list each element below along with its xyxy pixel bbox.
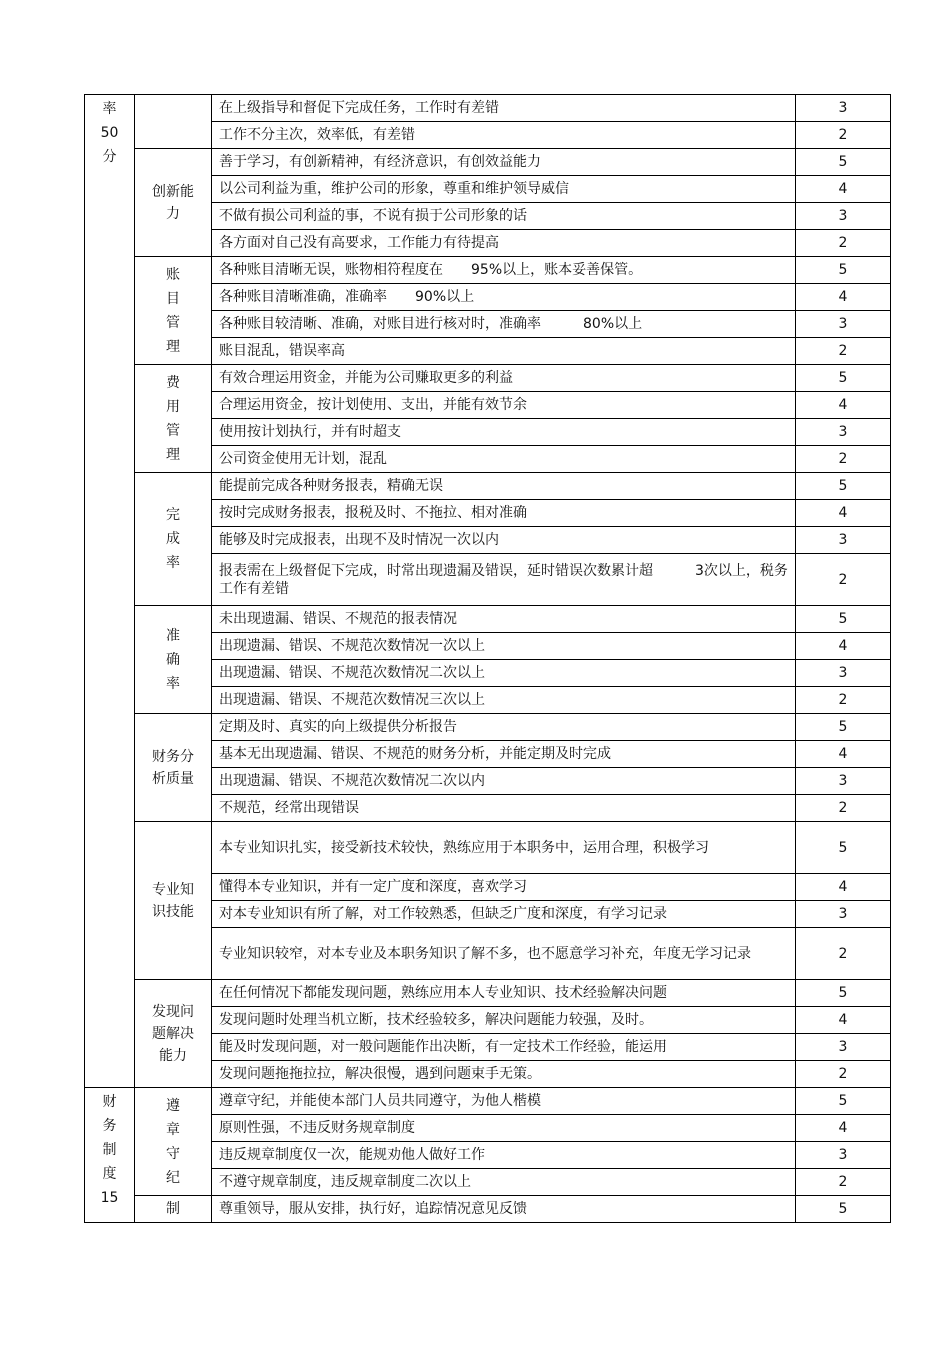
subcategory-label-line: 制 <box>166 1201 180 1217</box>
table-row <box>85 149 891 176</box>
category-cell <box>85 1088 135 1223</box>
subcategory-cell <box>135 95 212 149</box>
criteria-description: 在上级指导和督促下完成任务，工作时有差错 <box>212 95 796 122</box>
criteria-description: 违反规章制度仅一次，能规劝他人做好工作 <box>212 1142 796 1169</box>
criteria-description: 善于学习，有创新精神，有经济意识，有创效益能力 <box>212 149 796 176</box>
criteria-description: 发现问题时处理当机立断，技术经验较多，解决问题能力较强，及时。 <box>212 1007 796 1034</box>
subcategory-label-line: 成 <box>166 531 180 547</box>
score-value: 3 <box>796 203 891 230</box>
criteria-description: 懂得本专业知识，并有一定广度和深度，喜欢学习 <box>212 874 796 901</box>
score-value: 3 <box>796 527 891 554</box>
criteria-description: 发现问题拖拖拉拉，解决很慢，遇到问题束手无策。 <box>212 1061 796 1088</box>
score-value: 4 <box>796 500 891 527</box>
category-label-line: 制 <box>102 1142 117 1158</box>
subcategory-label-line: 理 <box>166 338 180 355</box>
criteria-description: 各种账目清晰准确，准确率 90%以上 <box>212 284 796 311</box>
score-value: 5 <box>796 1196 891 1223</box>
score-value: 2 <box>796 1061 891 1088</box>
criteria-description: 出现遗漏、错误、不规范次数情况二次以内 <box>212 768 796 795</box>
category-label-line: 财 <box>102 1094 117 1110</box>
table-row <box>85 1088 891 1115</box>
subcategory-label-line: 能力 <box>159 1047 187 1064</box>
subcategory-label-line: 析质量 <box>152 770 194 787</box>
criteria-description: 专业知识较窄，对本专业及本职务知识了解不多，也不愿意学习补充，年度无学习记录 <box>212 928 796 980</box>
score-value: 2 <box>796 687 891 714</box>
score-value: 5 <box>796 606 891 633</box>
score-value: 5 <box>796 980 891 1007</box>
criteria-description: 使用按计划执行，并有时超支 <box>212 419 796 446</box>
subcategory-label-line: 账 <box>166 266 180 283</box>
criteria-description: 各方面对自己没有高要求，工作能力有待提高 <box>212 230 796 257</box>
criteria-description: 对本专业知识有所了解，对工作较熟悉，但缺乏广度和深度，有学习记录 <box>212 901 796 928</box>
subcategory-cell <box>135 714 212 822</box>
score-value: 2 <box>796 554 891 606</box>
criteria-description: 出现遗漏、错误、不规范次数情况一次以上 <box>212 633 796 660</box>
criteria-description: 按时完成财务报表，报税及时、不拖拉、相对准确 <box>212 500 796 527</box>
subcategory-cell <box>135 980 212 1088</box>
subcategory-label-line: 发现问 <box>152 1003 194 1020</box>
score-value: 3 <box>796 901 891 928</box>
table-row <box>85 714 891 741</box>
criteria-description: 能够及时完成报表，出现不及时情况一次以内 <box>212 527 796 554</box>
criteria-description: 原则性强，不违反财务规章制度 <box>212 1115 796 1142</box>
table-row <box>85 257 891 284</box>
criteria-description: 不遵守规章制度，违反规章制度二次以上 <box>212 1169 796 1196</box>
criteria-description: 合理运用资金，按计划使用、支出，并能有效节余 <box>212 392 796 419</box>
evaluation-sheet <box>84 94 890 1223</box>
category-label-line: 度 <box>102 1166 117 1182</box>
criteria-description: 各种账目较清晰、准确，对账目进行核对时，准确率 80%以上 <box>212 311 796 338</box>
subcategory-cell <box>135 473 212 606</box>
table-row <box>85 606 891 633</box>
score-value: 2 <box>796 795 891 822</box>
subcategory-cell <box>135 1088 212 1196</box>
score-value: 4 <box>796 284 891 311</box>
subcategory-label-line: 纪 <box>166 1169 180 1186</box>
subcategory-cell <box>135 822 212 980</box>
score-value: 2 <box>796 122 891 149</box>
subcategory-label-line: 财务分 <box>152 748 194 765</box>
subcategory-label-line: 完 <box>166 507 180 523</box>
criteria-description: 以公司利益为重，维护公司的形象，尊重和维护领导威信 <box>212 176 796 203</box>
criteria-description: 能及时发现问题，对一般问题能作出决断，有一定技术工作经验，能运用 <box>212 1034 796 1061</box>
subcategory-label-line: 识技能 <box>152 903 194 920</box>
criteria-description: 定期及时、真实的向上级提供分析报告 <box>212 714 796 741</box>
criteria-description: 在任何情况下都能发现问题，熟练应用本人专业知识、技术经验解决问题 <box>212 980 796 1007</box>
subcategory-cell <box>135 257 212 365</box>
table-row <box>85 980 891 1007</box>
criteria-description: 尊重领导，服从安排，执行好，追踪情况意见反馈 <box>212 1196 796 1223</box>
category-cell <box>85 95 135 1088</box>
subcategory-label-line: 费 <box>166 374 180 391</box>
score-value: 2 <box>796 446 891 473</box>
subcategory-cell <box>135 1196 212 1223</box>
criteria-description: 公司资金使用无计划，混乱 <box>212 446 796 473</box>
score-value: 4 <box>796 633 891 660</box>
score-value: 3 <box>796 419 891 446</box>
criteria-description: 基本无出现遗漏、错误、不规范的财务分析，并能定期及时完成 <box>212 741 796 768</box>
score-value: 5 <box>796 822 891 874</box>
score-value: 2 <box>796 1169 891 1196</box>
subcategory-label-line: 专业知 <box>152 881 194 898</box>
score-value: 5 <box>796 149 891 176</box>
score-value: 5 <box>796 1088 891 1115</box>
criteria-description: 不做有损公司利益的事，不说有损于公司形象的话 <box>212 203 796 230</box>
score-value: 4 <box>796 176 891 203</box>
criteria-description: 不规范，经常出现错误 <box>212 795 796 822</box>
score-value: 5 <box>796 714 891 741</box>
criteria-description: 本专业知识扎实，接受新技术较快，熟练应用于本职务中，运用合理，积极学习 <box>212 822 796 874</box>
subcategory-label-line: 遵 <box>166 1097 180 1114</box>
score-value: 3 <box>796 95 891 122</box>
subcategory-label-line: 章 <box>166 1121 180 1138</box>
score-value: 2 <box>796 928 891 980</box>
subcategory-label-line: 题解决 <box>152 1025 194 1042</box>
criteria-description: 出现遗漏、错误、不规范次数情况二次以上 <box>212 660 796 687</box>
score-value: 4 <box>796 874 891 901</box>
subcategory-label-line: 准 <box>166 627 180 644</box>
subcategory-label-line: 用 <box>166 398 180 415</box>
subcategory-label-line: 管 <box>166 314 180 331</box>
score-value: 3 <box>796 1034 891 1061</box>
subcategory-label-line: 力 <box>166 205 180 222</box>
score-value: 3 <box>796 768 891 795</box>
score-value: 3 <box>796 311 891 338</box>
criteria-description: 未出现遗漏、错误、不规范的报表情况 <box>212 606 796 633</box>
table-row <box>85 1196 891 1223</box>
evaluation-table-body <box>85 95 891 1223</box>
score-value: 5 <box>796 257 891 284</box>
subcategory-label-line: 守 <box>166 1145 180 1162</box>
score-value: 2 <box>796 230 891 257</box>
score-value: 4 <box>796 1115 891 1142</box>
category-label-line: 率 <box>102 101 117 117</box>
criteria-description: 遵章守纪，并能使本部门人员共同遵守，为他人楷模 <box>212 1088 796 1115</box>
score-value: 5 <box>796 365 891 392</box>
subcategory-label-line: 率 <box>166 555 180 571</box>
score-value: 4 <box>796 392 891 419</box>
category-label-line: 15 <box>100 1190 119 1206</box>
subcategory-label-line: 率 <box>166 675 180 692</box>
criteria-description: 报表需在上级督促下完成，时常出现遗漏及错误，延时错误次数累计超 3次以上，税务工作有差错 <box>212 554 796 606</box>
subcategory-cell <box>135 606 212 714</box>
evaluation-table <box>84 94 891 1223</box>
score-value: 5 <box>796 473 891 500</box>
criteria-description: 工作不分主次，效率低，有差错 <box>212 122 796 149</box>
subcategory-label-line: 创新能 <box>152 183 194 200</box>
subcategory-label-line: 目 <box>166 290 180 307</box>
score-value: 2 <box>796 338 891 365</box>
table-row <box>85 473 891 500</box>
score-value: 3 <box>796 660 891 687</box>
score-value: 4 <box>796 1007 891 1034</box>
subcategory-label-line: 管 <box>166 422 180 439</box>
table-row <box>85 95 891 122</box>
subcategory-cell <box>135 149 212 257</box>
score-value: 3 <box>796 1142 891 1169</box>
criteria-description: 各种账目清晰无误，账物相符程度在 95%以上，账本妥善保管。 <box>212 257 796 284</box>
criteria-description: 出现遗漏、错误、不规范次数情况三次以上 <box>212 687 796 714</box>
score-value: 4 <box>796 741 891 768</box>
category-label-line: 分 <box>102 149 117 165</box>
criteria-description: 账目混乱，错误率高 <box>212 338 796 365</box>
category-label-line: 务 <box>102 1118 117 1134</box>
criteria-description: 有效合理运用资金，并能为公司赚取更多的利益 <box>212 365 796 392</box>
table-row <box>85 822 891 874</box>
criteria-description: 能提前完成各种财务报表，精确无误 <box>212 473 796 500</box>
subcategory-label-line: 理 <box>166 446 180 463</box>
category-label-line: 50 <box>100 125 119 141</box>
table-row <box>85 365 891 392</box>
subcategory-cell <box>135 365 212 473</box>
subcategory-label-line: 确 <box>166 651 180 668</box>
